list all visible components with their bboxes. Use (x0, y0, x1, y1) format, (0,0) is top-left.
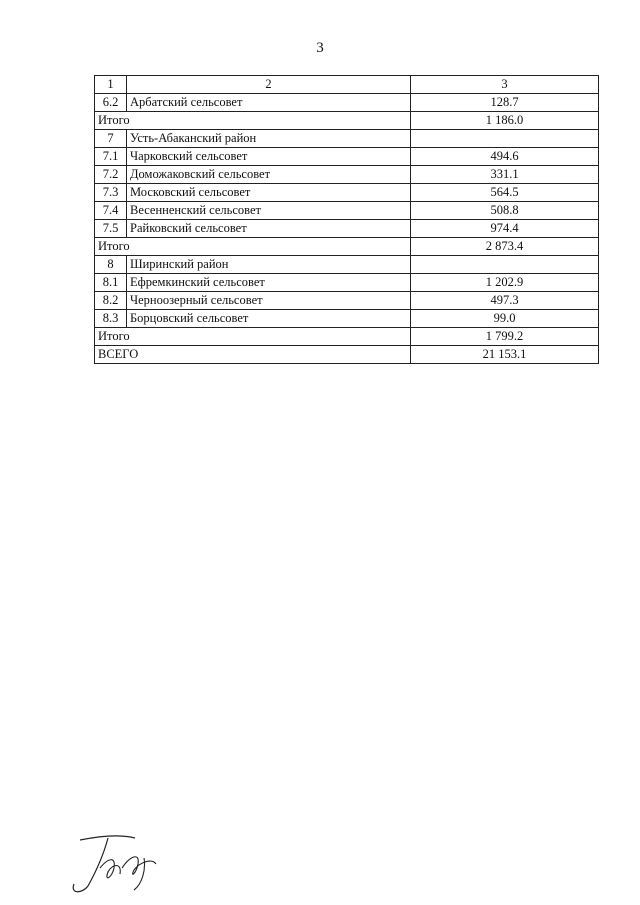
row-name-cell: Чарковский сельсовет (127, 148, 411, 166)
row-name-cell: Усть-Абаканский район (127, 130, 411, 148)
row-value-cell: 508.8 (411, 202, 599, 220)
row-number-cell: 8.1 (95, 274, 127, 292)
total-label-cell: ВСЕГО (95, 346, 411, 364)
row-value-cell: 1 202.9 (411, 274, 599, 292)
handwritten-signature (60, 828, 180, 898)
row-number-cell: 7.4 (95, 202, 127, 220)
row-name-cell: Ефремкинский сельсовет (127, 274, 411, 292)
table-row (95, 202, 599, 220)
table-row (95, 310, 599, 328)
row-number-cell: 7.2 (95, 166, 127, 184)
total-label-cell: Итого (95, 238, 411, 256)
table-total-row (95, 238, 599, 256)
row-name-cell: Арбатский сельсовет (127, 94, 411, 112)
table-group-row (95, 130, 599, 148)
row-value-cell: 1 799.2 (411, 328, 599, 346)
row-value-cell: 497.3 (411, 292, 599, 310)
table-group-row (95, 256, 599, 274)
table-row (95, 94, 599, 112)
table-row (95, 184, 599, 202)
table-body (95, 76, 599, 364)
row-value-cell: 974.4 (411, 220, 599, 238)
row-value-cell: 1 186.0 (411, 112, 599, 130)
row-value-cell: 2 873.4 (411, 238, 599, 256)
table-row (95, 148, 599, 166)
row-number-cell: 7.5 (95, 220, 127, 238)
row-value-cell: 564.5 (411, 184, 599, 202)
row-name-cell: Борцовский сельсовет (127, 310, 411, 328)
row-number-cell: 7 (95, 130, 127, 148)
total-label-cell: Итого (95, 112, 411, 130)
row-value-cell: 331.1 (411, 166, 599, 184)
row-value-cell: 21 153.1 (411, 346, 599, 364)
table-row (95, 292, 599, 310)
table-row (95, 274, 599, 292)
table-row (95, 220, 599, 238)
row-value-cell (411, 130, 599, 148)
row-number-cell: 8.2 (95, 292, 127, 310)
row-name-cell: Весенненский сельсовет (127, 202, 411, 220)
row-value-cell: 128.7 (411, 94, 599, 112)
row-name-cell: Черноозерный сельсовет (127, 292, 411, 310)
data-table (94, 75, 599, 364)
table-total-row (95, 112, 599, 130)
page-number: 3 (316, 40, 324, 56)
header-cell-3: 3 (411, 76, 599, 94)
row-name-cell: Ширинский район (127, 256, 411, 274)
row-number-cell: 7.3 (95, 184, 127, 202)
total-label-cell: Итого (95, 328, 411, 346)
table-total-row (95, 346, 599, 364)
header-cell-1: 1 (95, 76, 127, 94)
row-value-cell: 494.6 (411, 148, 599, 166)
row-value-cell: 99.0 (411, 310, 599, 328)
row-number-cell: 6.2 (95, 94, 127, 112)
row-name-cell: Доможаковский сельсовет (127, 166, 411, 184)
table-total-row (95, 328, 599, 346)
row-number-cell: 7.1 (95, 148, 127, 166)
row-name-cell: Райковский сельсовет (127, 220, 411, 238)
row-number-cell: 8 (95, 256, 127, 274)
table-row (95, 166, 599, 184)
table-header-row (95, 76, 599, 94)
row-number-cell: 8.3 (95, 310, 127, 328)
header-cell-2: 2 (127, 76, 411, 94)
row-value-cell (411, 256, 599, 274)
row-name-cell: Московский сельсовет (127, 184, 411, 202)
